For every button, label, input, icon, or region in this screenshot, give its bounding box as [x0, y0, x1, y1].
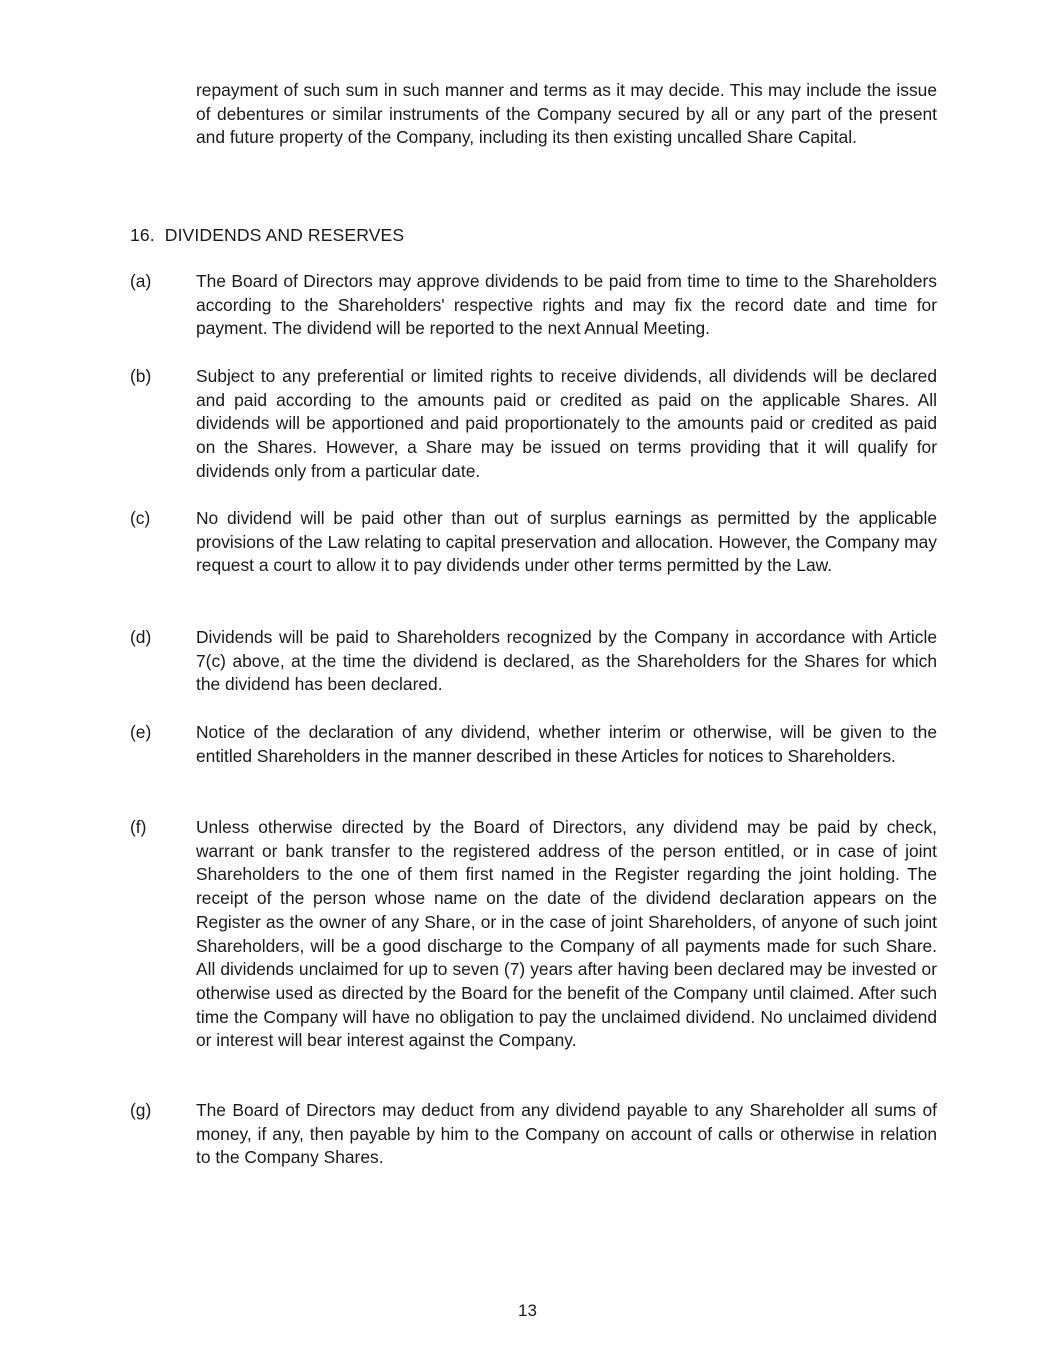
item-text: The Board of Directors may approve dividends to be paid from time to time to the Shareholders according to the Shareholders' respective rights and may fix the record date and time for payment. The dividend will be reported to the next Annual Meeting. [196, 271, 937, 339]
section-number: 16. [130, 225, 155, 245]
item-text: Dividends will be paid to Shareholders recognized by the Company in accordance with Article 7(c) above, at the time the dividend is declared, as the Shareholders for the Shares for which the dividend has been declared. [196, 627, 937, 695]
item-label: (f) [130, 817, 147, 837]
item-text: The Board of Directors may deduct from any dividend payable to any Shareholder all sums of money, if any, then payable by him to the Company on account of calls or otherwise in relation to the Company Shares. [196, 1100, 937, 1168]
section-heading [130, 223, 404, 247]
item-label: (e) [130, 722, 152, 742]
item-label: (g) [130, 1100, 152, 1120]
item-label: (d) [130, 627, 152, 647]
item-text: Unless otherwise directed by the Board of Directors, any dividend may be paid by check, warrant or bank transfer to the registered address of the person entitled, or in case of joint Shareholders to the one of them first named in the Register regarding the joint holding. The receipt of the person whose name on the date of the dividend declaration appears on the Register as the owner of any Share, or in the case of joint Shareholders, of anyone of such joint Shareholders, will be a good discharge to the Company of all payments made for such Share. All dividends unclaimed for up to seven (7) years after having been declared may be invested or otherwise used as directed by the Board for the benefit of the Company until claimed. After such time the Company will have no obligation to pay the unclaimed dividend. No unclaimed dividend or interest will bear interest against the Company. [196, 817, 937, 1051]
item-label: (a) [130, 271, 152, 291]
intro-paragraph: repayment of such sum in such manner and terms as it may decide. This may include the issue of debentures or similar instruments of the Company secured by all or any part of the present and future property of the Company, including its then existing uncalled Share Capital. [196, 80, 937, 148]
page-number: 13 [518, 1301, 537, 1320]
item-label: (b) [130, 366, 152, 386]
item-label: (c) [130, 508, 151, 528]
item-text: Subject to any preferential or limited rights to receive dividends, all dividends will be declared and paid according to the amounts paid or credited as paid on the applicable Shares. All dividends will be apportioned and paid proportionately to the amounts paid or credited as paid on the Shares. However, a Share may be issued on terms providing that it will qualify for dividends only from a particular date. [196, 366, 937, 481]
item-text: Notice of the declaration of any dividend, whether interim or otherwise, will be given to the entitled Shareholders in the manner described in these Articles for notices to Shareholders. [196, 722, 937, 766]
item-text: No dividend will be paid other than out of surplus earnings as permitted by the applicable provisions of the Law relating to capital preservation and allocation. However, the Company may request a court to allow it to pay dividends under other terms permitted by the Law. [196, 508, 937, 576]
section-title: DIVIDENDS AND RESERVES [164, 225, 405, 245]
